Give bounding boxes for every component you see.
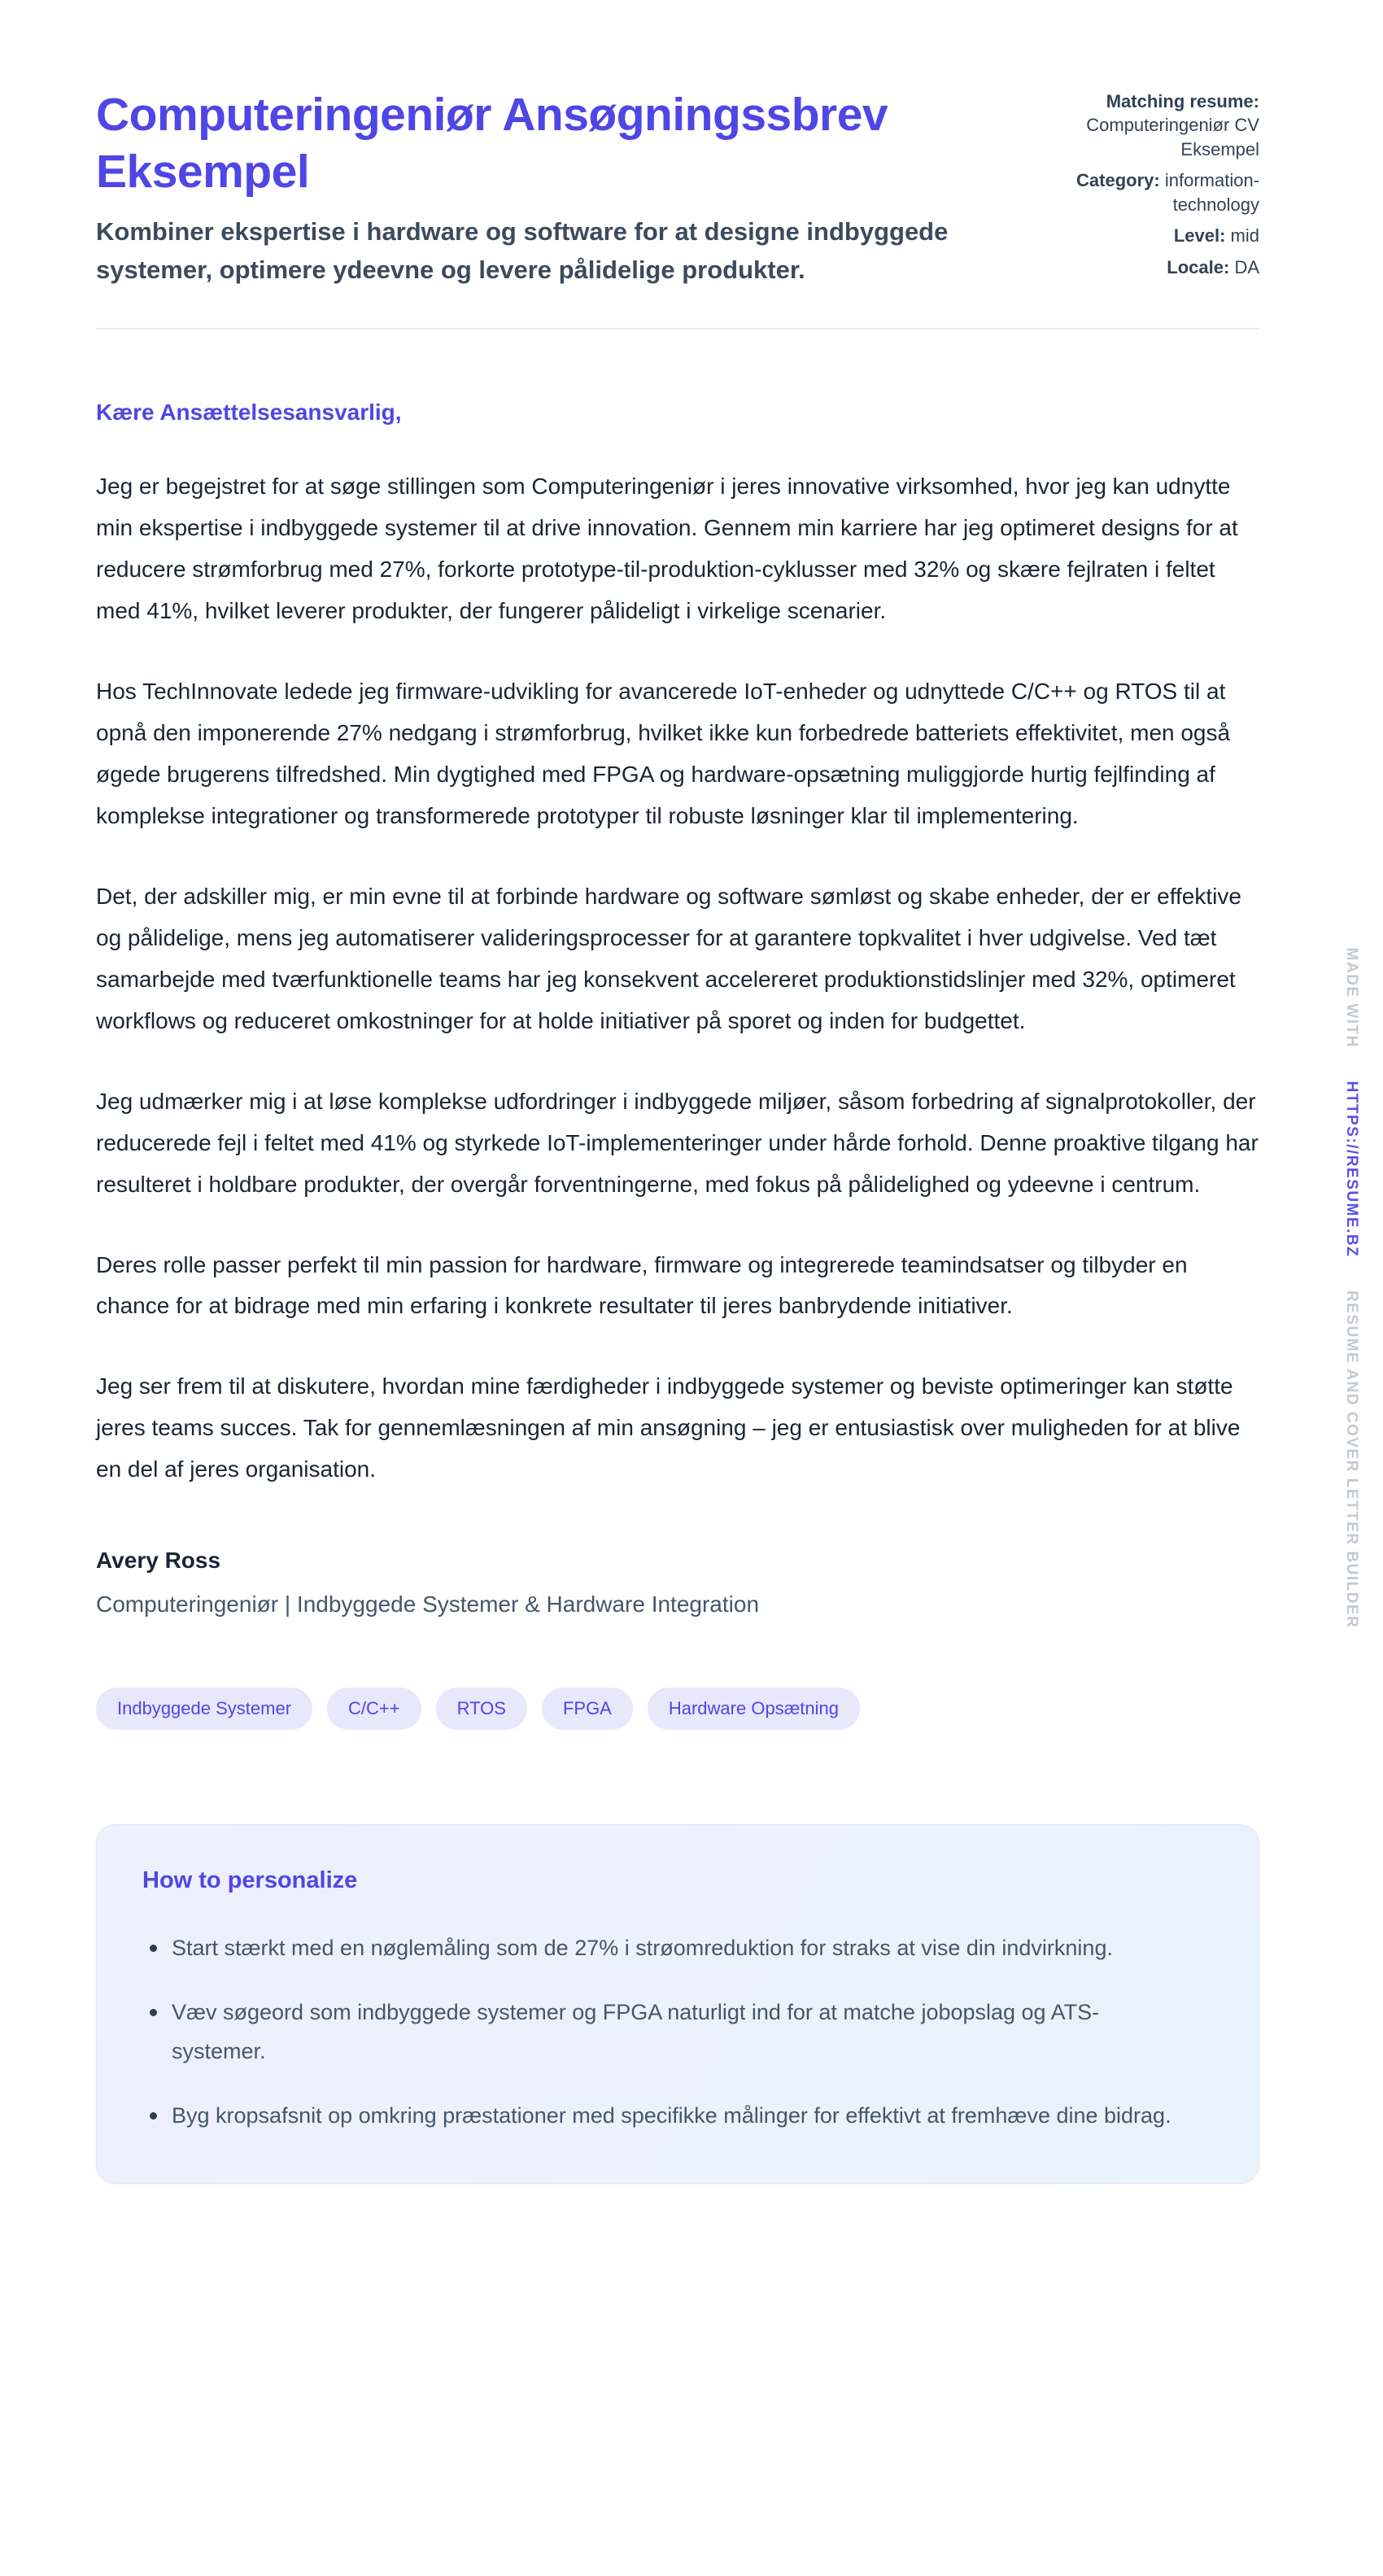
tip-item: Væv søgeord som indbyggede systemer og FPGA naturligt ind for at matche jobopslag og ATS-systemer. xyxy=(142,1993,1184,2072)
signature-role: Computeringeniør | Indbyggede Systemer & Hardware Integration xyxy=(96,1591,760,1618)
tag-c-cpp[interactable]: C/C++ xyxy=(327,1687,421,1730)
resume-bz-link[interactable]: HTTPS://RESUME.BZ xyxy=(1343,1081,1360,1258)
meta-locale xyxy=(1015,255,1259,279)
letter-paragraph: Deres rolle passer perfekt til min passion for hardware, firmware og integrerede teamindsatser og tilbyder en chance for at bidrage med min erfaring i konkrete resultater til jeres banbrydende initiativer. xyxy=(96,1251,1188,1319)
header-divider xyxy=(96,328,1259,330)
header-title-block xyxy=(96,86,983,289)
meta-label: Category: xyxy=(1076,170,1160,191)
meta-label: Level: xyxy=(1173,225,1226,247)
meta-label: Locale: xyxy=(1167,256,1230,277)
meta-value: Computeringeniør CV Eksempel xyxy=(1086,115,1259,159)
meta-value: DA xyxy=(1234,256,1259,277)
cover-letter-body xyxy=(96,399,1259,1618)
meta-matching-resume xyxy=(1015,90,1259,161)
tag-fpga[interactable]: FPGA xyxy=(542,1687,633,1730)
meta-level xyxy=(1015,224,1259,247)
letter-paragraph: Jeg udmærker mig i at løse komplekse udfordringer i indbyggede miljøer, såsom forbedring af signalprotokoller, der reducerede fejl i feltet med 41% og styrkede IoT-implementeringer under hårde forhold. Denne proaktive tilgang har resulteret i holdbare produkter, der overgår forventningerne, med fokus på pålidelighed og ydeevne i centrum. xyxy=(96,1088,1259,1197)
letter-paragraph: Jeg ser frem til at diskutere, hvordan mine færdigheder i indbyggede systemer og beviste optimeringer kan støtte jeres teams succes. Tak for gennemlæsningen af min ansøgning – jeg er entusiastisk over muligheden for at blive en del af jeres organisation. xyxy=(96,1373,1241,1482)
page-subtitle: Kombiner ekspertise i hardware og software for at designe indbyggede systemer, optimere ydeevne og levere pålidelige produkter. xyxy=(96,217,949,284)
tag-indbyggede-systemer[interactable]: Indbyggede Systemer xyxy=(96,1687,312,1730)
how-to-personalize-box xyxy=(96,1824,1259,2183)
letter-greeting: Kære Ansættelsesansvarlig, xyxy=(96,399,402,426)
signature-name: Avery Ross xyxy=(96,1548,221,1574)
tips-list xyxy=(142,1928,1213,2135)
meta-value: mid xyxy=(1230,225,1259,247)
tag-hardware-opsaetning[interactable]: Hardware Opsætning xyxy=(648,1687,860,1730)
page-title: Computeringeniør Ansøgningssbrev Eksempel xyxy=(96,89,888,199)
meta-value: information-technology xyxy=(1164,170,1259,215)
meta-block xyxy=(1015,86,1259,286)
meta-category xyxy=(1015,168,1259,216)
skill-tags xyxy=(96,1687,1259,1730)
letter-paragraph: Jeg er begejstret for at søge stillingen som Computeringeniør i jeres innovative virksomhed, hvor jeg kan udnytte min ekspertise i indbyggede systemer til at drive innovation. Gennem min karriere har jeg optimeret designs for at reducere strømforbrug med 27%, forkorte prototype-til-produktion-cyklusser med 32% og skære fejlraten i feltet med 41%, hvilket leverer produkter, der fungerer pålideligt i virkelige scenarier. xyxy=(96,474,1238,624)
letter-paragraph: Hos TechInnovate ledede jeg firmware-udvikling for avancerede IoT-enheder og udnyttede C/C++ og RTOS til at opnå den imponerende 27% nedgang i strømforbrug, hvilket ikke kun forbedrede batteriets effektivitet, men også øgede brugerens tilfredshed. Min dygtighed med FPGA og hardware-opsætning muliggjorde hurtig fejlfinding af komplekse integrationer og transformerede prototyper til robuste løsninger klar til implementering. xyxy=(96,679,1231,828)
made-with-siderail xyxy=(1342,948,1360,1629)
tip-item: Byg kropsafsnit op omkring præstationer med specifikke målinger for effektivt at fremhæve dine bidrag. xyxy=(142,2096,1184,2136)
tip-item: Start stærkt med en nøglemåling som de 27% i strøomreduktion for straks at vise din indvirkning. xyxy=(142,1928,1184,1968)
page-header xyxy=(96,86,1259,289)
tips-title: How to personalize xyxy=(142,1867,358,1894)
siderail-prefix: MADE WITH xyxy=(1343,947,1360,1048)
letter-paragraph: Det, der adskiller mig, er min evne til at forbinde hardware og software sømløst og skabe enheder, der er effektive og pålidelige, mens jeg automatiserer valideringsprocesser for at garantere topkvalitet i hver udgivelse. Ved tæt samarbejde med tværfunktionelle teams har jeg konsekvent accelereret produktionstidslinjer med 32%, optimeret workflows og reduceret omkostninger for at holde initiativer på sporet og inden for budgettet. xyxy=(96,883,1241,1033)
tag-rtos[interactable]: RTOS xyxy=(436,1687,527,1730)
meta-label: Matching resume: xyxy=(1106,91,1259,111)
siderail-suffix: RESUME AND COVER LETTER BUILDER xyxy=(1343,1290,1360,1629)
signature-block xyxy=(96,1548,1259,1618)
